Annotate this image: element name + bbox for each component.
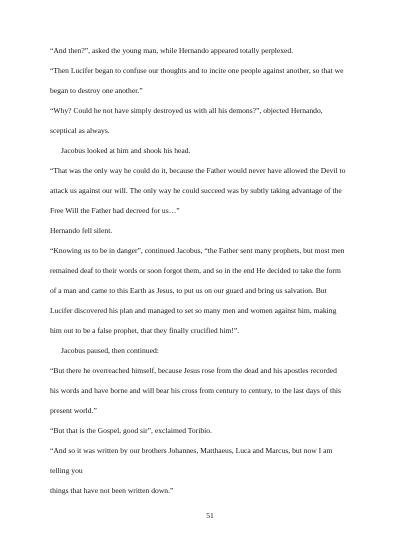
text-line: “Why? Could he not have simply destroyed us with all his demons?”, objected Hernando, [50,106,323,115]
page-number: 51 [206,511,214,520]
text-line: telling you [50,466,83,475]
text-line: “And then?”, asked the young man, while Hernando appeared totally perplexed. [50,46,294,55]
text-line: Free Will the Father had decreed for us…” [50,206,180,215]
text-line: “And so it was written by our brothers Johannes, Matthaeus, Luca and Marcus, but now I am [50,446,333,455]
text-line: present world.” [50,406,97,415]
text-line: began to destroy one another.” [50,86,143,95]
text-line: “That was the only way he could do it, because the Father would never have allowed the Devil to [50,166,346,175]
text-line: of a man and came to this Earth as Jesus, to put us on our guard and bring us salvation. But [50,286,327,295]
text-line: remained deaf to their words or soon forgot them, and so in the end He decided to take the form [50,266,341,275]
text-line: Jacobus paused, then continued: [61,346,159,355]
text-line: Hernando fell silent. [50,226,113,235]
text-line: “Knowing us to be in danger”, continued Jacobus, “the Father sent many prophets, but most men [50,246,345,255]
text-line: him out to be a false prophet, that they finally crucified him!”. [50,326,240,335]
text-line: attack us against our will. The only way he could succeed was by subtly taking advantage of the [50,186,342,195]
text-line: sceptical as always. [50,126,110,135]
text-line: “Then Lucifer began to confuse our thoughts and to incite one people against another, so that we [50,66,344,75]
text-line: Lucifer discovered his plan and managed to set so many men and women against him, making [50,306,337,315]
text-line: “But that is the Gospel, good sir”, exclaimed Toribio. [50,426,212,435]
text-line: “But there he overreached himself, because Jesus rose from the dead and his apostles recorded [50,366,337,375]
text-line: Jacobus looked at him and shook his head. [61,146,191,155]
text-line: his words and have borne and will bear his cross from century to century, to the last days of this [50,386,341,395]
text-line: things that have not been written down.” [50,486,174,495]
